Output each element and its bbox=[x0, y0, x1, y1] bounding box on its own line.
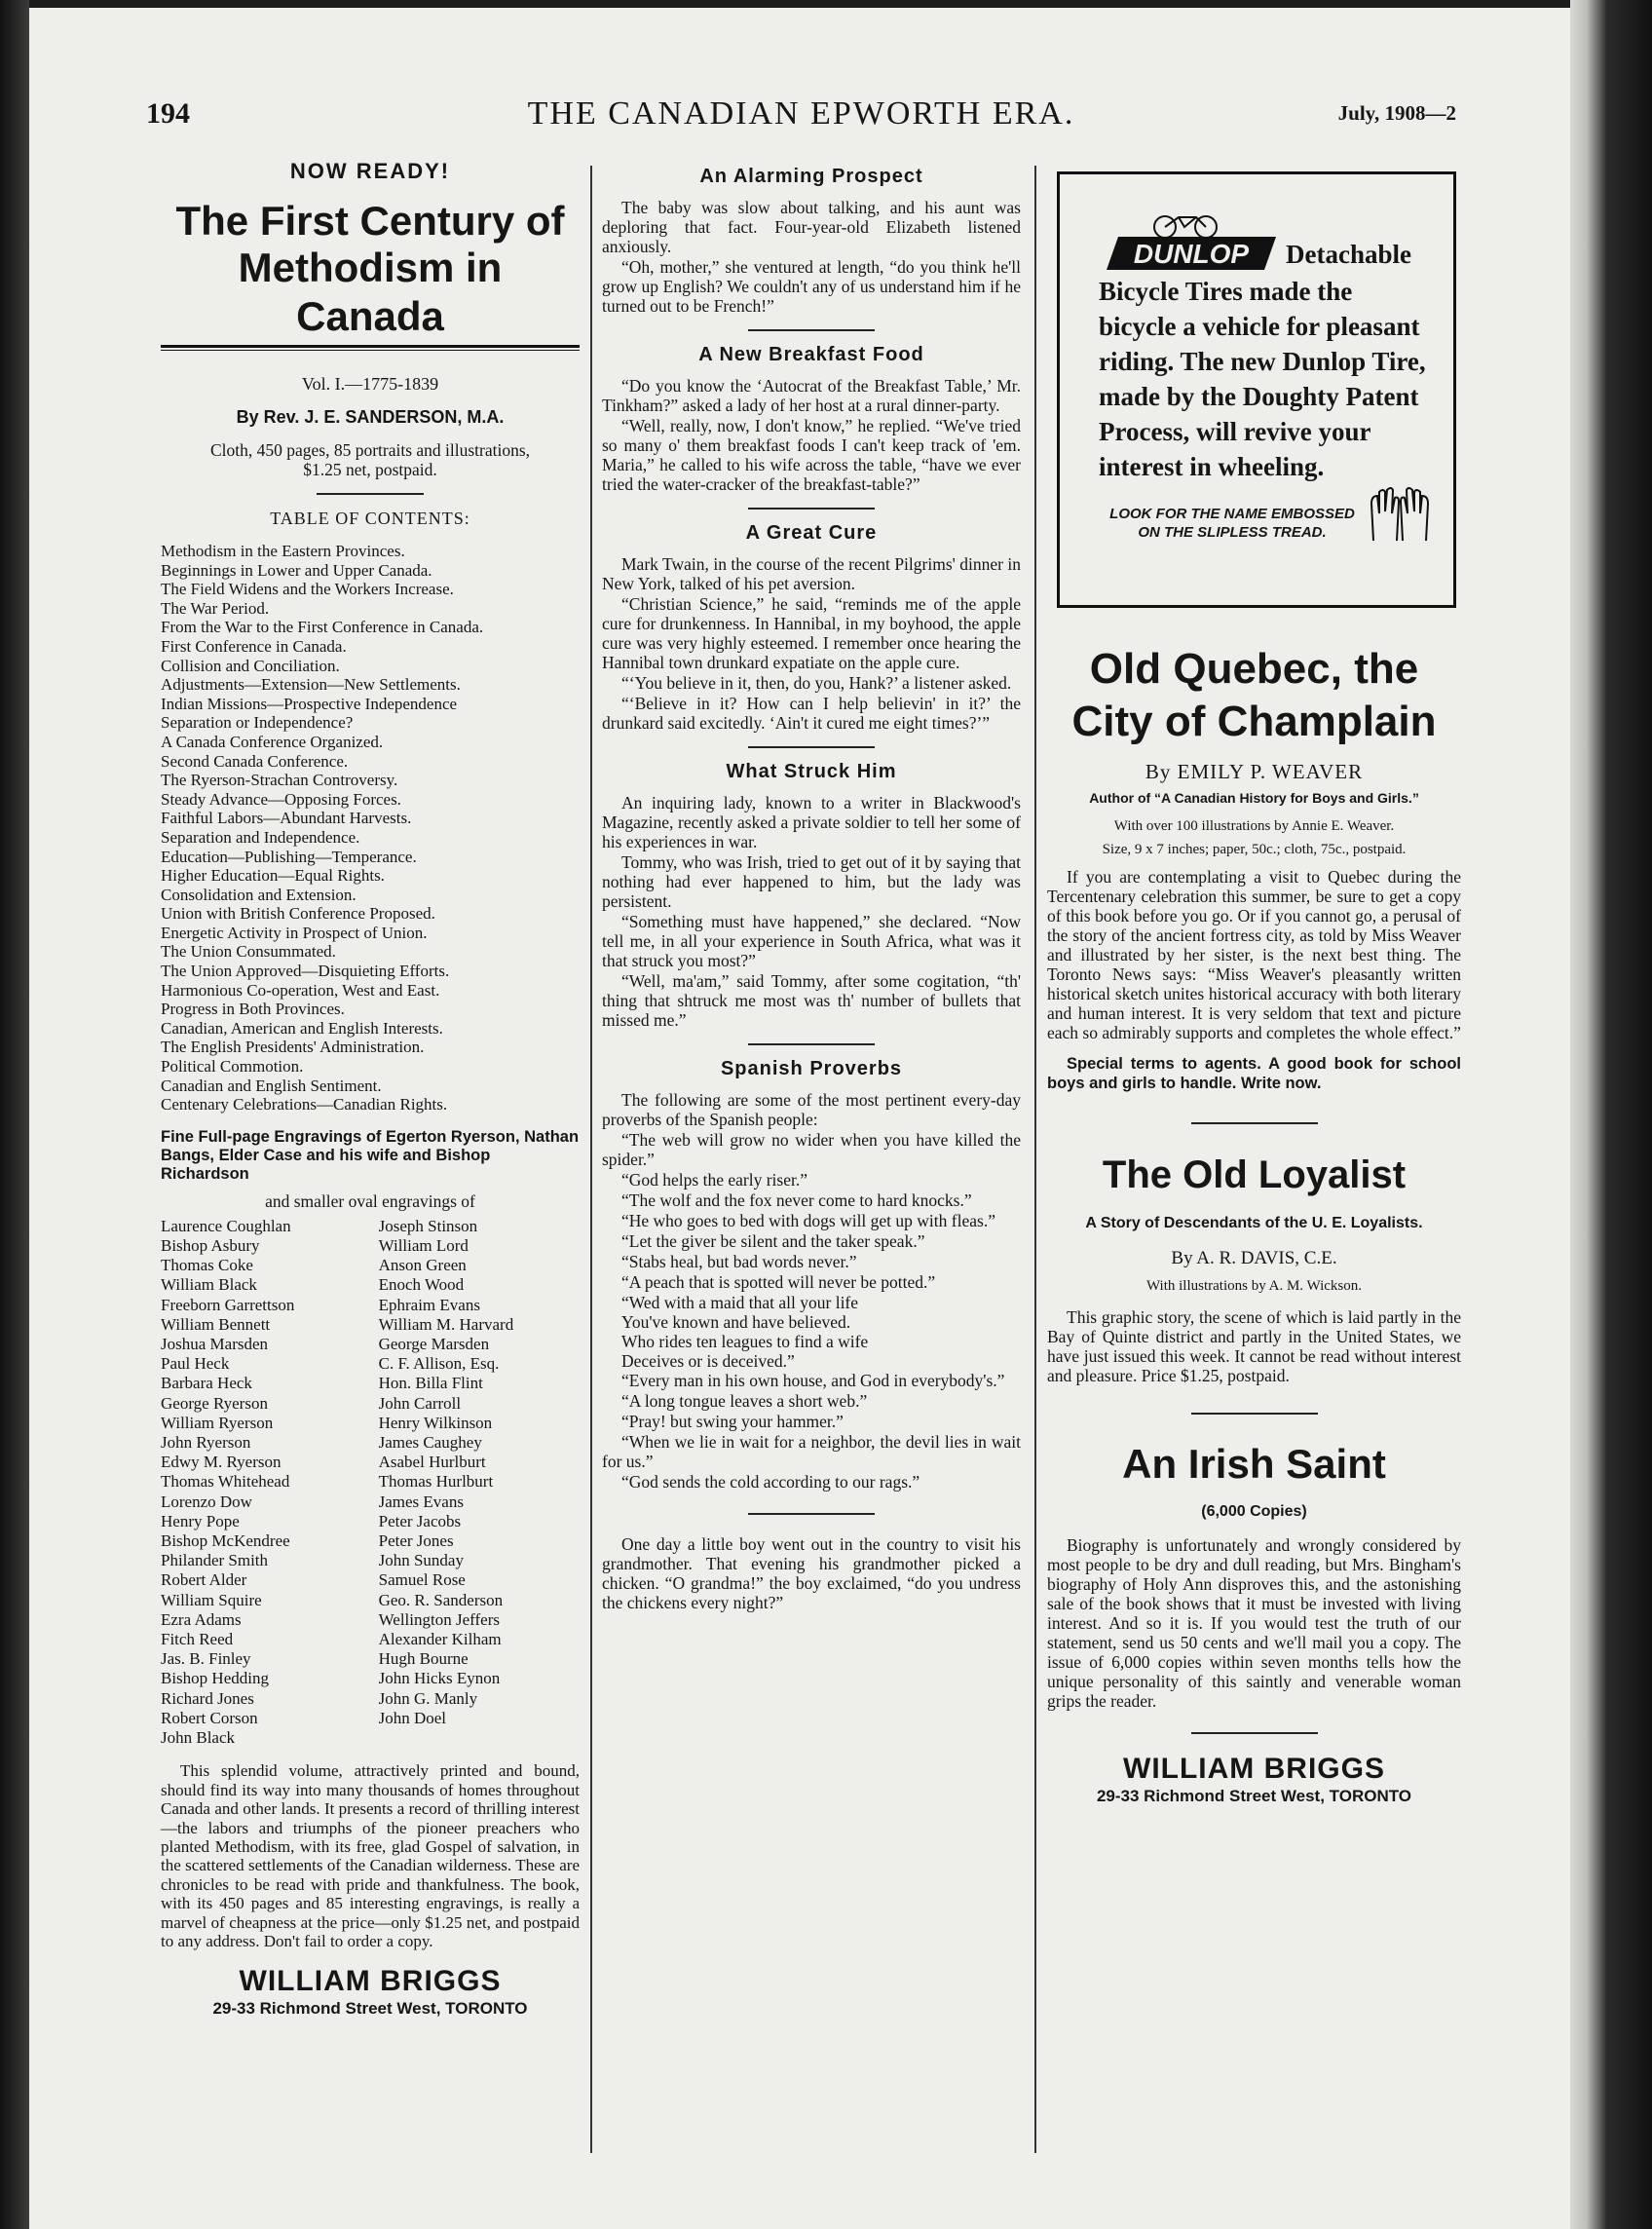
proverb: “The wolf and the fox never come to hard knocks.” bbox=[621, 1190, 972, 1210]
loyalist-title: The Old Loyalist bbox=[1102, 1153, 1407, 1196]
toc-item: Collision and Conciliation. bbox=[161, 656, 340, 675]
toc-item: Separation or Independence? bbox=[161, 713, 354, 733]
toc-item: Political Commotion. bbox=[161, 1057, 304, 1077]
toc-item: The Field Widens and the Workers Increase. bbox=[161, 580, 454, 599]
book-title-line-1: The First Century of bbox=[175, 198, 565, 244]
verse-line: “Wed with a maid that all your life bbox=[621, 1293, 859, 1312]
engraving-name: Robert Alder bbox=[161, 1570, 247, 1590]
engraving-name: C. F. Allison, Esq. bbox=[378, 1354, 500, 1374]
issue-date: July, 1908—2 bbox=[1337, 101, 1456, 125]
paragraph: “‘Believe in it? How can I help believin' in it?’ the drunkard said excitedly. ‘Ain't it cured me eight times?’” bbox=[602, 694, 1021, 733]
smaller-engravings-note: and smaller oval engravings of bbox=[265, 1190, 475, 1211]
heading-spanish-proverbs: Spanish Proverbs bbox=[720, 1058, 903, 1079]
closing-paragraph: This splendid volume, attractively printed and bound, should find its way into many thousands of homes throughout Canada and other lands. It presents a record of thrilling interest—the labors and triumphs of the pioneer preachers who planted Methodism, with its free, glad Gospel of salvation, in the scattered settlements of the Canadian wilderness. These are chronicles to be read with pride and thankfulness. The book, with its 450 pages and 85 interesting engravings, is really a marvel of cheapness at the price—only $1.25 net, and postpaid to any address. Don't fail to order a copy. bbox=[161, 1761, 580, 1950]
title-rule bbox=[161, 345, 580, 348]
author-line: By Rev. J. E. SANDERSON, M.A. bbox=[236, 407, 505, 427]
toc-item: Adjustments—Extension—New Settlements. bbox=[161, 675, 461, 695]
proverb: “A peach that is spotted will never be potted.” bbox=[621, 1272, 936, 1292]
verse-line: You've known and have believed. bbox=[621, 1312, 851, 1332]
quebec-agents: Special terms to agents. A good book for school boys and girls to handle. Write now. bbox=[1047, 1055, 1461, 1092]
volume-label: Vol. I.—1775-1839 bbox=[301, 374, 439, 394]
publisher-signature bbox=[161, 1965, 580, 2019]
engraving-name: William Squire bbox=[161, 1590, 262, 1609]
paragraph: “Do you know the ‘Autocrat of the Breakfast Table,’ Mr. Tinkham?” asked a lady of her host at a rural dinner-party. bbox=[602, 376, 1021, 415]
dunlop-bicycle-logo-icon bbox=[1099, 213, 1284, 272]
engraving-name: Henry Pope bbox=[161, 1511, 240, 1530]
loyalist-body: This graphic story, the scene of which is laid partly in the Bay of Quinte district and partly in the United States, we have just issued this week. It cannot be read without interest and pleasure. Price $1.25, postpaid. bbox=[1047, 1307, 1461, 1385]
column-miscellany bbox=[602, 161, 1021, 1613]
proverb: “He who goes to bed with dogs will get up with fleas.” bbox=[621, 1211, 995, 1230]
quebec-size-price: Size, 9 x 7 inches; paper, 50c.; cloth, 75c., postpaid. bbox=[1102, 842, 1407, 857]
heading-great-cure: A Great Cure bbox=[745, 522, 878, 544]
proverb: “God sends the cold according to our rags.” bbox=[621, 1472, 920, 1492]
engraving-name: Samuel Rose bbox=[378, 1570, 466, 1590]
toc-item: Steady Advance—Opposing Forces. bbox=[161, 789, 401, 809]
toc-item: Progress in Both Provinces. bbox=[161, 1000, 345, 1019]
column-rule-1 bbox=[590, 166, 592, 2153]
engraving-name: Robert Corson bbox=[161, 1708, 258, 1727]
toc-item: Second Canada Conference. bbox=[161, 751, 349, 771]
table-of-contents bbox=[161, 542, 580, 1114]
quebec-author-note: Author of “A Canadian History for Boys and Girls.” bbox=[1089, 790, 1419, 806]
book-binding bbox=[0, 0, 29, 2229]
toc-item: A Canada Conference Organized. bbox=[161, 732, 384, 751]
story-alarming-prospect bbox=[602, 198, 1021, 316]
now-ready-label: NOW READY! bbox=[289, 159, 451, 183]
book-details-2: $1.25 net, postpaid. bbox=[303, 460, 437, 479]
engraving-name: William Lord bbox=[378, 1236, 469, 1256]
proverb: “When we lie in wait for a neighbor, the devil lies in wait for us.” bbox=[602, 1432, 1021, 1471]
publication-title: THE CANADIAN EPWORTH ERA. bbox=[527, 95, 1075, 132]
engraving-name: William Bennett bbox=[161, 1314, 271, 1334]
irish-copies: (6,000 Copies) bbox=[1201, 1503, 1307, 1521]
page-edge bbox=[1570, 0, 1652, 2229]
toc-heading: TABLE OF CONTENTS: bbox=[270, 509, 470, 528]
toc-item: Canadian, American and English Interests. bbox=[161, 1018, 443, 1038]
engraving-name: John Sunday bbox=[378, 1551, 464, 1570]
engraving-name: William Ryerson bbox=[161, 1413, 274, 1432]
story-boy-grandmother: One day a little boy went out in the country to visit his grandmother. That evening his grandmother picked a chicken. “O grandma!” the boy exclaimed, “do you undress the chickens every night?” bbox=[602, 1534, 1021, 1612]
toc-item: The Union Consummated. bbox=[161, 942, 336, 962]
dunlop-body-text: Bicycle Tires made the bicycle a vehicle for pleasant riding. The new Dunlop Tire, made by the Doughty Patent Process, will revive your interest in wheeling. bbox=[1099, 277, 1426, 481]
engraving-name: Bishop Asbury bbox=[161, 1236, 260, 1256]
proverb: The following are some of the most pertinent every-day proverbs of the Spanish people: bbox=[602, 1090, 1021, 1129]
story-breakfast-food bbox=[602, 376, 1021, 494]
paragraph: “Oh, mother,” she ventured at length, “do you think he'll grow up English? We couldn't any of us understand him if he turned out to be French!” bbox=[602, 257, 1021, 316]
page-header bbox=[146, 97, 1456, 140]
engraving-name: George Ryerson bbox=[161, 1393, 268, 1413]
heading-alarming-prospect: An Alarming Prospect bbox=[699, 166, 923, 187]
engraving-name: Lorenzo Dow bbox=[161, 1492, 252, 1511]
toc-item: Union with British Conference Proposed. bbox=[161, 904, 435, 924]
toc-item: Separation and Independence. bbox=[161, 827, 360, 847]
engraving-name: Paul Heck bbox=[161, 1354, 230, 1374]
engravings-heading: Fine Full-page Engravings of Egerton Ryerson, Nathan Bangs, Elder Case and his wife and Bishop Richardson bbox=[161, 1127, 580, 1183]
engraving-name: Fitch Reed bbox=[161, 1630, 234, 1649]
toc-item: From the War to the First Conference in Canada. bbox=[161, 618, 484, 637]
quebec-author: By EMILY P. WEAVER bbox=[1145, 760, 1364, 783]
publisher-address-2: 29-33 Richmond Street West, TORONTO bbox=[1096, 1787, 1412, 1806]
engraving-name: Bishop Hedding bbox=[161, 1669, 269, 1688]
paragraph: “Christian Science,” he said, “reminds me of the apple cure for drunkenness. In Hannibal, in my boyhood, the apple cure was very highly esteemed. I remember once hearing the Hannibal town drunkard expatiate on the apple cure. bbox=[602, 594, 1021, 672]
irish-body: Biography is unfortunately and wrongly considered by most people to be dry and dull reading, but Mrs. Bingham's biography of Holy Ann disproves this, and the astonishing sale of the book shows that it must be invested with living interest. And so it is. If you would test the truth of our statement, send us 50 cents and we'll mail you a copy. The issue of 6,000 copies within seven months tells how the unique personality of this saintly and venerable woman grips the reader. bbox=[1047, 1535, 1461, 1712]
verse-line: Who rides ten leagues to find a wife bbox=[621, 1332, 869, 1351]
engraving-name: Joshua Marsden bbox=[161, 1335, 269, 1354]
engraving-name: John Hicks Eynon bbox=[378, 1669, 501, 1688]
engraving-name: Edwy M. Ryerson bbox=[161, 1453, 282, 1472]
paragraph: “Something must have happened,” she declared. “Now tell me, in all your experience in South Africa, what was it that struck you most?” bbox=[602, 912, 1021, 970]
book-title-line-2: Methodism in Canada bbox=[238, 245, 503, 339]
engraving-name: Ephraim Evans bbox=[378, 1295, 480, 1314]
divider bbox=[1191, 1732, 1318, 1734]
engraving-name: John Doel bbox=[378, 1708, 447, 1727]
proverb: “The web will grow no wider when you have killed the spider.” bbox=[602, 1130, 1021, 1169]
divider bbox=[748, 508, 875, 510]
toc-item: The Ryerson-Strachan Controversy. bbox=[161, 771, 398, 790]
divider bbox=[748, 746, 875, 748]
toc-item: Centenary Celebrations—Canadian Rights. bbox=[161, 1095, 448, 1114]
proverb-verse bbox=[602, 1293, 1021, 1371]
proverb: “A long tongue leaves a short web.” bbox=[621, 1391, 868, 1411]
paragraph: The baby was slow about talking, and his aunt was deploring that fact. Four-year-old Elizabeth listened anxiously. bbox=[602, 198, 1021, 256]
engraving-name: Thomas Hurlburt bbox=[378, 1472, 494, 1492]
toc-item: Education—Publishing—Temperance. bbox=[161, 847, 417, 866]
publisher-signature-2 bbox=[1047, 1753, 1461, 1806]
verse-line: Deceives or is deceived.” bbox=[621, 1351, 795, 1371]
paragraph: “‘You believe in it, then, do you, Hank?’ a listener asked. bbox=[621, 673, 1012, 693]
engraving-name: Thomas Coke bbox=[161, 1256, 253, 1275]
engraving-name: Anson Green bbox=[378, 1256, 467, 1275]
heading-what-struck-him: What Struck Him bbox=[726, 761, 897, 782]
paragraph: “Well, really, now, I don't know,” he replied. “We've tried so many o' them breakfast foods I can't keep track of 'em. Maria,” he called to his wife across the table, “have we ever tried the water-cracker of the breakfast-table?” bbox=[602, 416, 1021, 494]
engraving-name: Hon. Billa Flint bbox=[378, 1374, 483, 1393]
divider bbox=[1191, 1413, 1318, 1415]
spanish-proverbs-list-2 bbox=[602, 1371, 1021, 1492]
engraving-name: Richard Jones bbox=[161, 1688, 254, 1708]
names-left-column bbox=[161, 1217, 361, 1748]
engraving-name: Hugh Bourne bbox=[378, 1649, 469, 1669]
proverb: “Pray! but swing your hammer.” bbox=[621, 1412, 844, 1431]
dunlop-logo-text: DUNLOP bbox=[1133, 239, 1250, 269]
engraving-name: Alexander Kilham bbox=[378, 1630, 502, 1649]
story-great-cure bbox=[602, 554, 1021, 733]
engraving-name: John G. Manly bbox=[378, 1688, 478, 1708]
divider bbox=[317, 493, 424, 495]
story-what-struck-him bbox=[602, 793, 1021, 1030]
engraving-name: Laurence Coughlan bbox=[161, 1216, 291, 1235]
column-methodism-ad bbox=[161, 156, 580, 2019]
dunlop-logo-row bbox=[1099, 213, 1434, 272]
book-details-1: Cloth, 450 pages, 85 portraits and illustrations, bbox=[209, 440, 531, 460]
engraving-name: Freeborn Garrettson bbox=[161, 1295, 295, 1314]
engraving-name: William Black bbox=[161, 1275, 257, 1295]
engraving-name: George Marsden bbox=[378, 1335, 490, 1354]
engraving-name: John Carroll bbox=[378, 1393, 462, 1413]
publisher-name-2: WILLIAM BRIGGS bbox=[1123, 1753, 1385, 1786]
toc-item: The English Presidents' Administration. bbox=[161, 1038, 425, 1057]
paragraph: Mark Twain, in the course of the recent Pilgrims' dinner in New York, talked of his pet aversion. bbox=[602, 554, 1021, 593]
dunlop-look-for: LOOK FOR THE NAME EMBOSSED ON THE SLIPLESS TREAD. bbox=[1109, 506, 1355, 541]
engraving-name: Henry Wilkinson bbox=[378, 1413, 493, 1432]
toc-item: Consolidation and Extension. bbox=[161, 885, 357, 904]
divider bbox=[748, 1513, 875, 1515]
engraving-name: John Black bbox=[161, 1728, 236, 1748]
proverb: “Let the giver be silent and the taker speak.” bbox=[621, 1231, 925, 1251]
toc-item: Higher Education—Equal Rights. bbox=[161, 866, 385, 886]
dunlop-detachable: Detachable bbox=[1286, 240, 1411, 269]
proverb: “Stabs heal, but bad words never.” bbox=[621, 1252, 857, 1271]
title-rule-thin bbox=[161, 350, 580, 351]
quebec-title: Old Quebec, the City of Champlain bbox=[1071, 645, 1437, 745]
toc-item: The War Period. bbox=[161, 598, 270, 618]
paragraph: Tommy, who was Irish, tried to get out of it by saying that nothing had ever happened to him, but the lady was persistent. bbox=[602, 852, 1021, 911]
hands-icon bbox=[1366, 484, 1434, 543]
dunlop-advertisement bbox=[1057, 171, 1456, 608]
toc-item: Energetic Activity in Prospect of Union. bbox=[161, 923, 428, 942]
toc-item: First Conference in Canada. bbox=[161, 636, 347, 656]
divider bbox=[748, 329, 875, 331]
engraving-name: William M. Harvard bbox=[378, 1314, 514, 1334]
toc-item: Faithful Labors—Abundant Harvests. bbox=[161, 809, 412, 828]
names-right-column bbox=[379, 1217, 580, 1748]
engraving-name: Philander Smith bbox=[161, 1551, 269, 1570]
engraving-name: Peter Jacobs bbox=[378, 1511, 462, 1530]
toc-item: Beginnings in Lower and Upper Canada. bbox=[161, 560, 432, 580]
column-book-ads bbox=[1047, 643, 1461, 1806]
toc-item: The Union Approved—Disquieting Efforts. bbox=[161, 962, 450, 981]
engraving-name: Enoch Wood bbox=[378, 1275, 465, 1295]
toc-item: Methodism in the Eastern Provinces. bbox=[161, 542, 405, 560]
engraving-name: James Caughey bbox=[378, 1433, 482, 1453]
engraving-name: Bishop McKendree bbox=[161, 1531, 290, 1551]
irish-title: An Irish Saint bbox=[1122, 1441, 1386, 1487]
heading-breakfast-food: A New Breakfast Food bbox=[698, 344, 924, 365]
engraving-name: Barbara Heck bbox=[161, 1374, 252, 1393]
engraving-names bbox=[161, 1217, 580, 1748]
engraving-name: Thomas Whitehead bbox=[161, 1472, 290, 1492]
publisher-address: 29-33 Richmond Street West, TORONTO bbox=[212, 1999, 528, 2019]
page-number: 194 bbox=[146, 97, 190, 130]
engraving-name: Wellington Jeffers bbox=[378, 1609, 500, 1629]
paragraph: An inquiring lady, known to a writer in Blackwood's Magazine, recently asked a private soldier to tell her some of his experiences in war. bbox=[602, 793, 1021, 851]
toc-item: Indian Missions—Prospective Independence bbox=[161, 694, 458, 713]
engraving-name: Geo. R. Sanderson bbox=[378, 1590, 504, 1609]
loyalist-illustrations: With illustrations by A. M. Wickson. bbox=[1145, 1278, 1362, 1294]
loyalist-subtitle: A Story of Descendants of the U. E. Loyalists. bbox=[1085, 1215, 1423, 1231]
divider bbox=[1191, 1122, 1318, 1124]
spanish-proverbs-list bbox=[602, 1090, 1021, 1292]
toc-item: Harmonious Co-operation, West and East. bbox=[161, 980, 440, 1000]
divider bbox=[748, 1043, 875, 1045]
paragraph: “Well, ma'am,” said Tommy, after some cogitation, “th' thing that shtruck me most was th' number of bullets that missed me.” bbox=[602, 971, 1021, 1030]
quebec-body: If you are contemplating a visit to Quebec during the Tercentenary celebration this summer, be sure to get a copy of this book before you go. Or if you cannot go, a perusal of the story of the ancient fortress city, as told by Miss Weaver and illustrated by her sister, is the next best thing. The Toronto News says: “Miss Weaver's pleasantly written historical sketch unites historical accuracy with both literary and human interest. It is very seldom that text and picture each so admirably supports and completes the whole effect.” bbox=[1047, 867, 1461, 1042]
column-rule-2 bbox=[1034, 166, 1036, 2153]
toc-item: Canadian and English Sentiment. bbox=[161, 1076, 382, 1095]
engraving-name: Peter Jones bbox=[378, 1531, 454, 1551]
engraving-name: James Evans bbox=[378, 1492, 464, 1511]
engraving-name: Ezra Adams bbox=[161, 1609, 242, 1629]
engraving-name: Asabel Hurlburt bbox=[378, 1453, 486, 1472]
publisher-name: WILLIAM BRIGGS bbox=[239, 1965, 502, 1998]
proverb: “Every man in his own house, and God in everybody's.” bbox=[621, 1371, 1005, 1390]
quebec-illustrations: With over 100 illustrations by Annie E. Weaver. bbox=[1113, 818, 1395, 834]
engraving-name: John Ryerson bbox=[161, 1433, 251, 1453]
engraving-name: Joseph Stinson bbox=[378, 1216, 478, 1235]
engraving-name: Jas. B. Finley bbox=[161, 1649, 251, 1669]
dunlop-footer bbox=[1099, 484, 1434, 543]
loyalist-author: By A. R. DAVIS, C.E. bbox=[1171, 1248, 1337, 1268]
proverb: “God helps the early riser.” bbox=[621, 1170, 807, 1190]
